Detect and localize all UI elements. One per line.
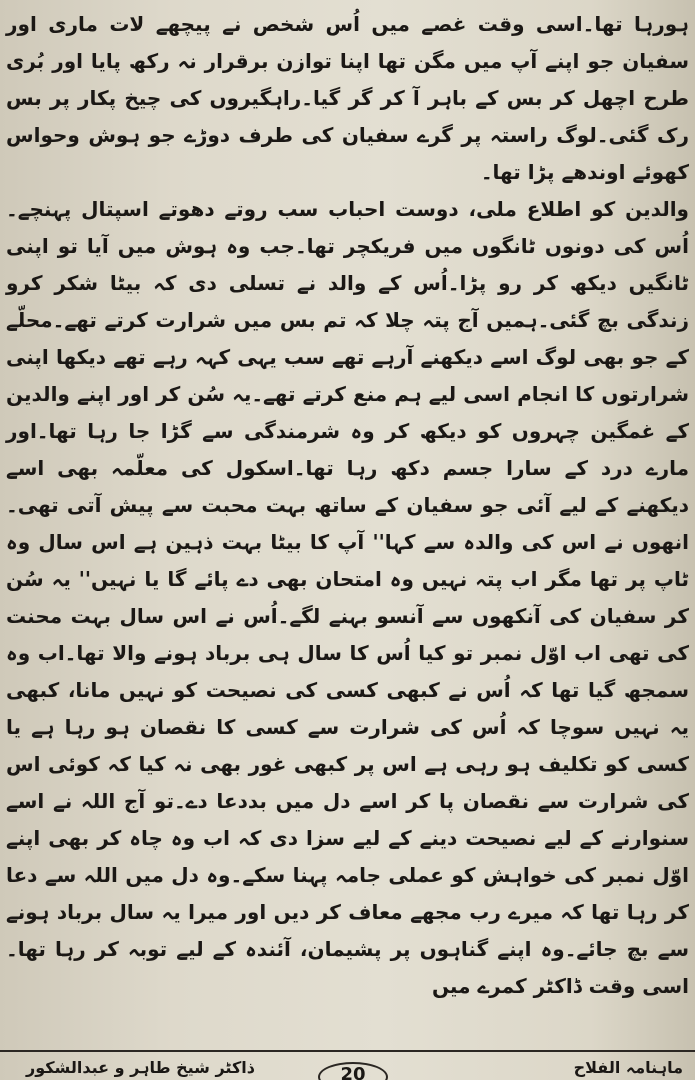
story-text — [6, 6, 689, 1005]
footer-author-credit: ذاکٹر شیخ طاہر و عبدالشکور — [26, 1058, 255, 1077]
page-number: 20 — [318, 1062, 388, 1080]
footer-rule — [0, 1050, 695, 1052]
paragraph-1: ہورہا تھا۔اسی وقت غصے میں اُس شخص نے پیچھے لات ماری اور سفیان جو اپنے آپ میں مگن تھا اپنا توازن برقرار نہ رکھ پایا اور بُری طرح اچھل کر بس کے باہر آ کر گر گیا۔راہگیروں کی چیخ پکار پر بس رک گئی۔لوگ راستہ پر گرے سفیان کی طرف دوڑے جو ہوش وحواس کھوئے اوندھے پڑا تھا۔ — [6, 12, 689, 184]
footer-magazine-title: ماہنامہ الفلاح — [573, 1058, 683, 1077]
paragraph-2: والدین کو اطلاع ملی، دوست احباب سب روتے دھوتے اسپتال پہنچے۔اُس کی دونوں ٹانگوں میں فریکچر تھا۔جب وہ ہوش میں آیا تو اپنی ٹانگیں دیکھ کر رو پڑا۔اُس کے والد نے تسلی دی کہ بیٹا شکر کرو زندگی بچ گئی۔ہمیں آج پتہ چلا کہ تم بس میں شرارت کرتے تھے۔محلّے کے جو بھی لوگ اسے دیکھنے آرہے تھے سب یہی کہہ رہے تھے دیکھا اپنی شرارتوں کا انجام اسی لیے ہم منع کرتے تھے۔یہ سُن کر اور اپنے والدین کے غمگین چہروں کو دیکھ کر وہ شرمندگی سے گڑا جا رہا تھا۔اور مارے درد کے سارا جسم دکھ رہا تھا۔اسکول کی معلّمہ بھی اسے دیکھنے کے لیے آئی جو سفیان کے ساتھ بہت محبت سے پیش آتی تھی۔انھوں نے اس کی والدہ سے کہا'' آپ کا بیٹا بہت ذہین ہے اس سال وہ ٹاپ پر تھا مگر اب پتہ نہیں وہ امتحان بھی دے پائے گا یا نہیں'' یہ سُن کر سفیان کی آنکھوں سے آنسو بہنے لگے۔اُس نے اس سال بہت محنت کی تھی اب اوّل نمبر تو کیا اُس کا سال ہی برباد ہونے والا تھا۔اب وہ سمجھ گیا تھا کہ اُس نے کبھی کسی کی نصیحت کو نہیں مانا، کبھی یہ نہیں سوچا کہ اُس کی شرارت سے کسی کا نقصان ہو رہا ہے یا کسی کو تکلیف ہو رہی ہے اس پر کبھی غور بھی نہ کیا کہ کوئی اس کی شرارت سے نقصان پا کر اسے دل میں بددعا دے۔تو آج اللہ نے اسے سنوارنے کے لیے نصیحت دینے کے لیے سزا دی کہ اب وہ چاہ کر بھی اپنے اوّل نمبر کی خواہش کو عملی جامہ پہنا سکے۔وہ دل میں اللہ سے دعا کر رہا تھا کہ میرے رب مجھے معاف کر دیں اور میرا یہ سال برباد ہونے سے بچ جائے۔وہ اپنے گناہوں پر پشیمان، آئندہ کے لیے توبہ کر رہا تھا۔اسی وقت ڈاکٹر کمرے میں — [6, 197, 689, 998]
page-footer — [0, 1056, 695, 1080]
